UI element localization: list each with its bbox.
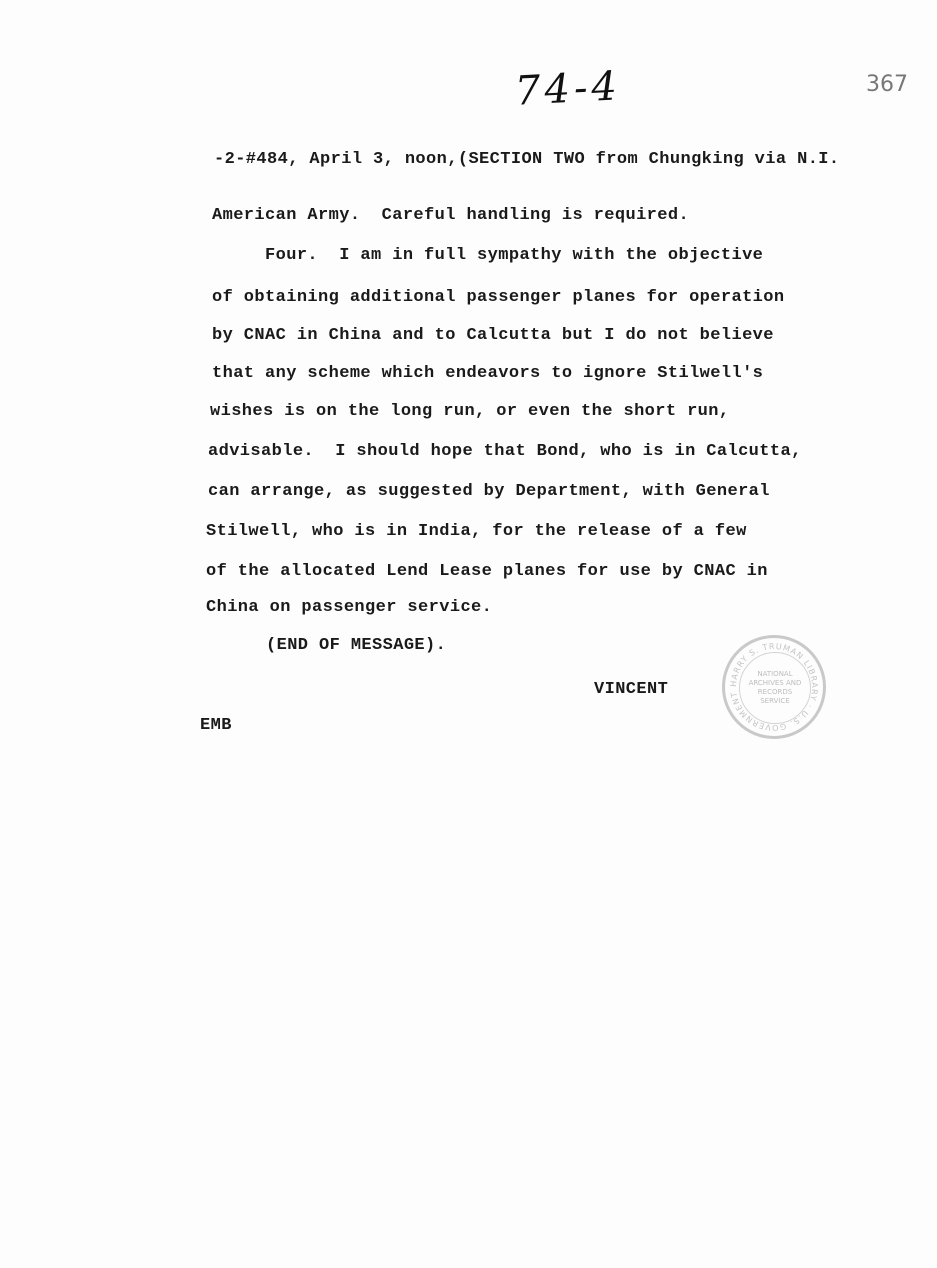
- message-line: wishes is on the long run, or even the short run,: [210, 402, 730, 421]
- message-line: of the allocated Lend Lease planes for use by CNAC in: [206, 562, 768, 581]
- page-number: 367: [866, 72, 908, 97]
- message-line: Four. I am in full sympathy with the objective: [212, 246, 764, 265]
- initials: EMB: [200, 716, 232, 735]
- message-line: can arrange, as suggested by Department, with General: [208, 482, 770, 501]
- message-line: that any scheme which endeavors to ignore Stilwell's: [212, 364, 764, 383]
- signature: VINCENT: [594, 680, 669, 699]
- message-line: Stilwell, who is in India, for the release of a few: [206, 522, 747, 541]
- message-line: advisable. I should hope that Bond, who is in Calcutta,: [208, 442, 802, 461]
- archive-stamp: [722, 635, 826, 739]
- end-of-message: (END OF MESSAGE).: [266, 636, 447, 655]
- svg-text:HARRY S. TRUMAN LIBRARY · U.S.: HARRY S. TRUMAN LIBRARY · U.S. GOVERNMENT: [728, 641, 820, 733]
- message-line: of obtaining additional passenger planes for operation: [212, 288, 785, 307]
- message-line: China on passenger service.: [206, 598, 493, 617]
- handwritten-number: 74-4: [513, 63, 623, 115]
- message-line: American Army. Careful handling is required.: [212, 206, 690, 225]
- stamp-inner-text: NATIONAL ARCHIVES AND RECORDS SERVICE: [739, 652, 811, 724]
- message-header: -2-#484, April 3, noon,(SECTION TWO from Chungking via N.I.: [214, 150, 840, 169]
- message-line: by CNAC in China and to Calcutta but I do not believe: [212, 326, 774, 345]
